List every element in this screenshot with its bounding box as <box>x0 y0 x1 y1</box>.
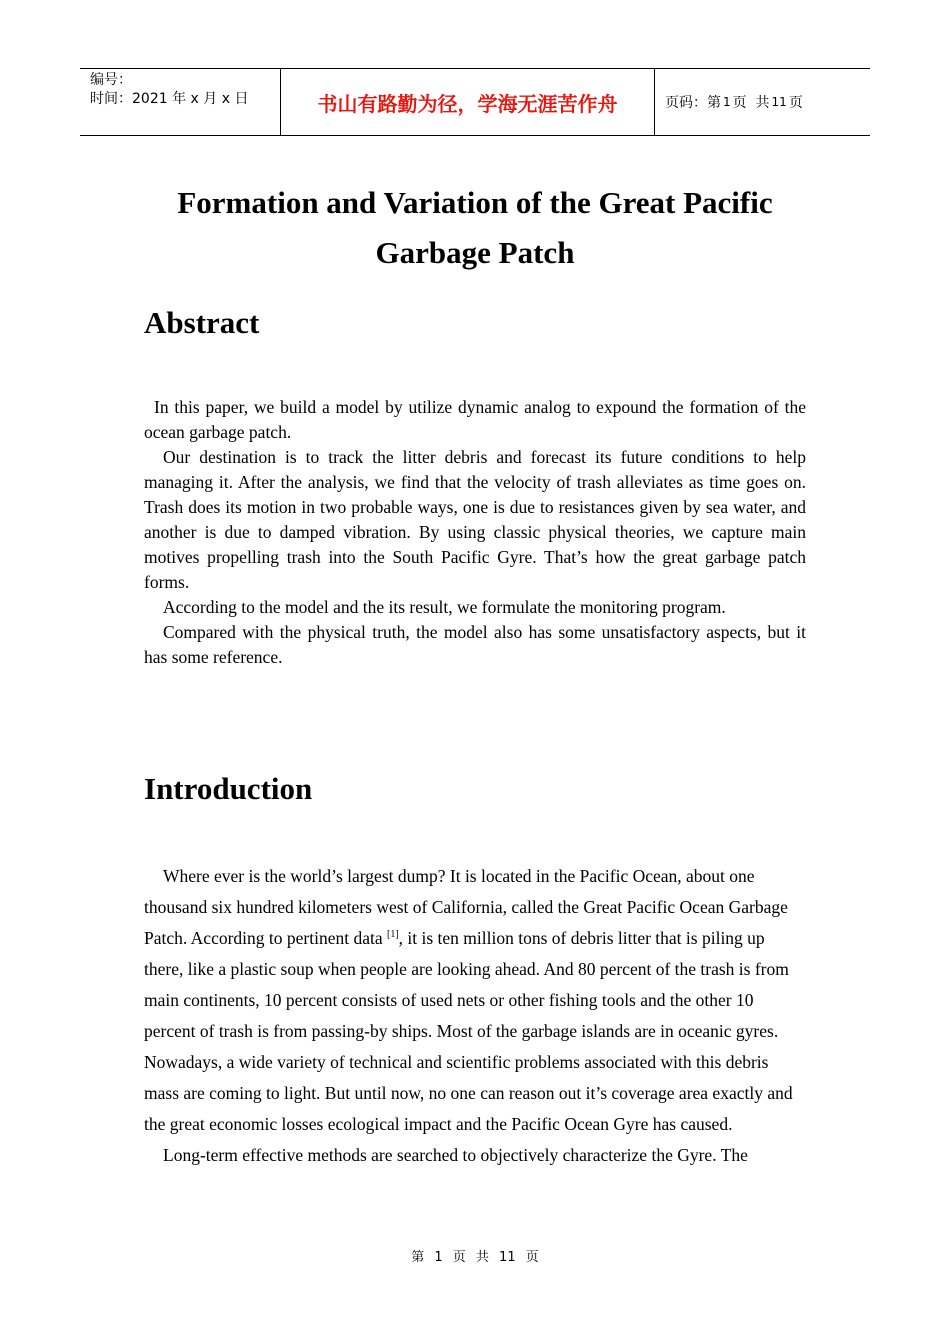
intro-text-before-ref: Where ever is the world’s largest dump? It is located in the Pacific Ocean, about one thousand six hundred kilometers west of California, called the Great Pacific Ocean Garbage Patch. According to pertinent data <box>144 866 788 948</box>
document-date: 时间：2021 年 x 月 x 日 <box>90 91 249 107</box>
abstract-heading: Abstract <box>144 305 260 340</box>
introduction-body <box>144 861 806 1171</box>
citation-ref-1: [1] <box>386 929 399 941</box>
abstract-paragraph-1: In this paper, we build a model by utilize dynamic analog to expound the formation of the ocean garbage patch. <box>144 397 806 442</box>
title-line-2: Garbage Patch <box>375 235 575 270</box>
page-prefix: 页码：第 <box>665 95 721 111</box>
abstract-paragraph-4: Compared with the physical truth, the model also has some unsatisfactory aspects, but it has some reference. <box>144 622 806 667</box>
page-total: 11 <box>771 95 787 109</box>
header-motto: 书山有路勤为径，学海无涯苦作舟 <box>317 91 618 116</box>
page-suffix: 页 <box>788 95 803 111</box>
document-header <box>80 68 870 136</box>
abstract-body <box>144 395 806 670</box>
document-title <box>144 178 806 278</box>
introduction-heading: Introduction <box>144 771 313 806</box>
abstract-paragraph-2: Our destination is to track the litter debris and forecast its future conditions to help managing it. After the analysis, we find that the velocity of trash alleviates as time goes on. Trash does its motion in two probable ways, one is due to resistances given by sea water, and another is due to damped vibration. By using classic physical theories, we capture main motives propelling trash into the South Pacific Gyre. That’s how the great garbage patch forms. <box>144 447 806 592</box>
header-page-cell <box>655 69 870 135</box>
document-number-label: 编号： <box>90 72 132 88</box>
header-info-cell <box>80 69 281 135</box>
abstract-paragraph-3: According to the model and the its result, we formulate the monitoring program. <box>163 597 726 617</box>
header-motto-cell <box>281 69 655 135</box>
page-footer: 第 1 页 共 11 页 <box>411 1250 539 1265</box>
introduction-paragraph-1 <box>144 861 806 1140</box>
intro-text-after-ref: , it is ten million tons of debris litter that is piling up there, like a plastic soup when people are looking ahead. And 80 percent of the trash is from main continents, 10 percent consists of used nets or other fishing tools and the other 10 percent of trash is from passing-by ships. Most of the garbage islands are in oceanic gyres. Nowadays, a wide variety of technical and scientific problems associated with this debris mass are coming to light. But until now, no one can reason out it’s coverage area exactly and the great economic losses ecological impact and the Pacific Ocean Gyre has caused. <box>144 928 793 1134</box>
title-line-1: Formation and Variation of the Great Pacific <box>177 185 773 220</box>
introduction-paragraph-2: Long-term effective methods are searched to objectively characterize the Gyre. The <box>163 1145 748 1165</box>
page-current: 1 <box>723 95 731 109</box>
page-middle: 页 共 <box>732 95 770 111</box>
